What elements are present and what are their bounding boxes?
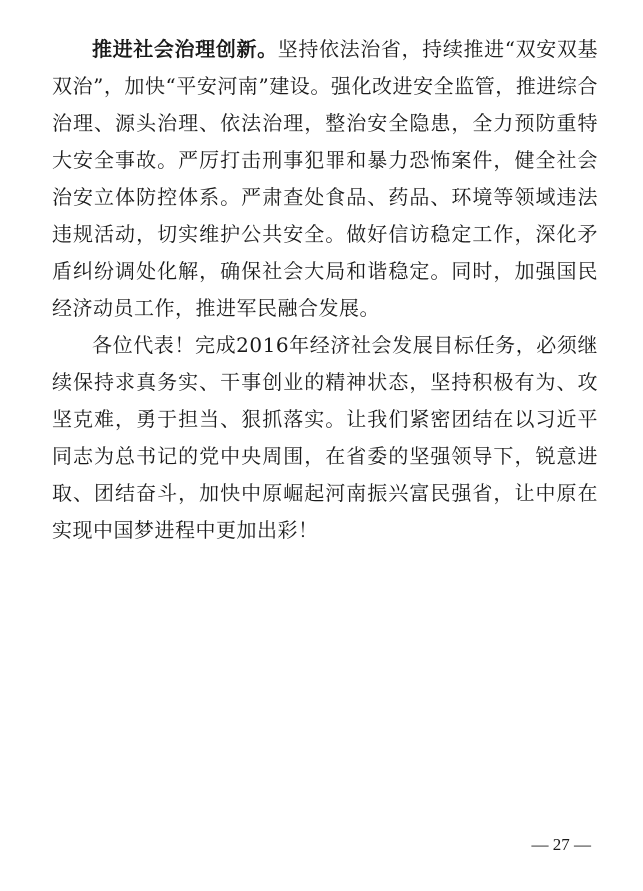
page-number: — 27 — — [531, 835, 591, 854]
paragraph-social-governance — [52, 31, 598, 327]
paragraph-text: 坚持依法治省，持续推进“双安双基双治”，加快“平安河南”建设。强化改进安全监管，推进综合治理、源头治理、依法治理，整治安全隐患，全力预防重特大安全事故。严厉打击刑事犯罪和暴力恐怖案件，健全社会治安立体防控体系。严肃查处食品、药品、环境等领域违法违规活动，切实维护公共安全。做好信访稳定工作，深化矛盾纠纷调处化解，确保社会大局和谐稳定。同时，加强国民经济动员工作，推进军民融合发展。 — [52, 37, 598, 320]
paragraph-text: 各位代表！完成2016年经济社会发展目标任务，必须继续保持求真务实、干事创业的精神状态，坚持积极有为、攻坚克难，勇于担当、狠抓落实。让我们紧密团结在以习近平同志为总书记的党中央周围，在省委的坚强领导下，锐意进取、团结奋斗，加快中原崛起河南振兴富民强省，让中原在实现中国梦进程中更加出彩！ — [52, 333, 598, 542]
body-text — [52, 31, 598, 549]
paragraph-heading: 推进社会治理创新。 — [92, 37, 278, 61]
paragraph-closing-address — [52, 327, 598, 549]
